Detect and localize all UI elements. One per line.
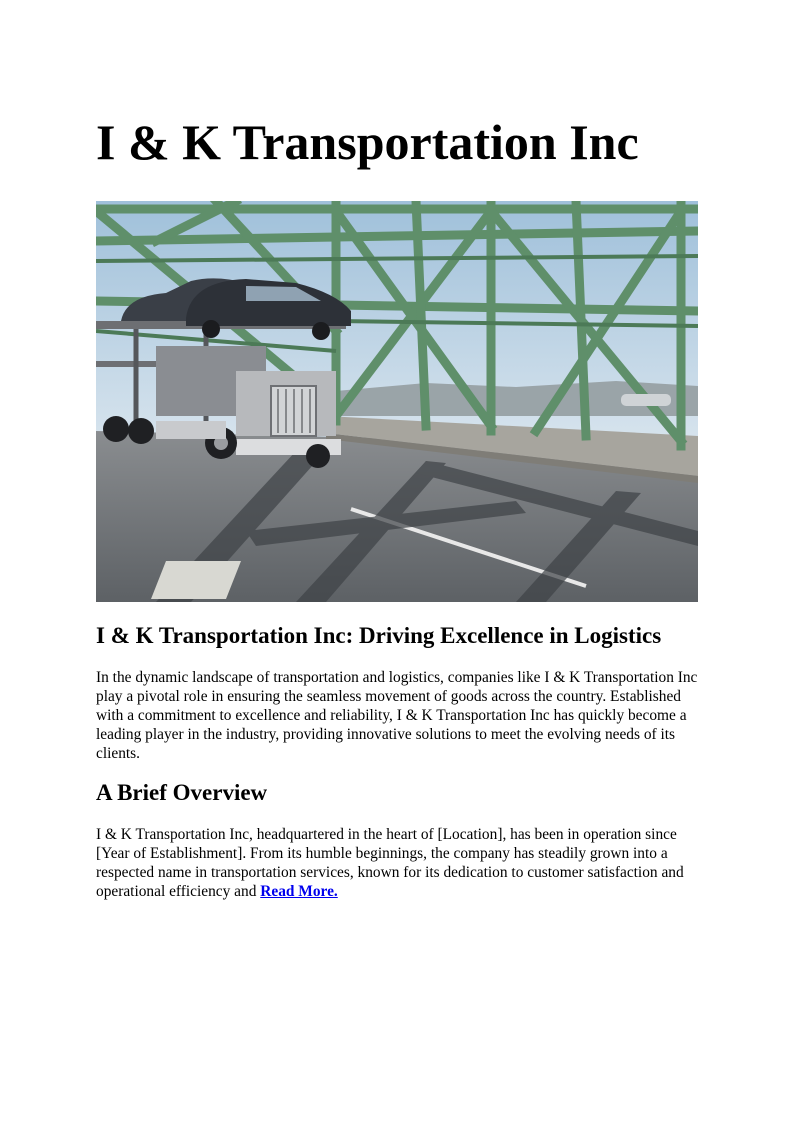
read-more-link[interactable]: Read More. <box>260 883 338 900</box>
truck-on-bridge-illustration <box>96 201 698 602</box>
hero-image <box>96 201 698 602</box>
section-paragraph-intro: In the dynamic landscape of transportation and logistics, companies like I & K Transportation Inc play a pivotal role in ensuring the seamless movement of goods across the country. Established with a commitment to excellence and reliability, I & K Transportation Inc has quickly become a leading player in the industry, providing innovative solutions to meet the evolving needs of its clients. <box>96 669 698 762</box>
section-heading-driving-excellence: I & K Transportation Inc: Driving Excellence in Logistics <box>96 623 662 648</box>
section-paragraph-overview <box>96 825 702 901</box>
document-title: I & K Transportation Inc <box>96 114 639 170</box>
section-heading-brief-overview: A Brief Overview <box>96 780 268 805</box>
overview-text: I & K Transportation Inc, headquartered in the heart of [Location], has been in operation since [Year of Establishment]. From its humble beginnings, the company has steadily grown into a respected name in transportation services, known for its dedication to customer satisfaction and operational efficiency and <box>96 826 684 900</box>
